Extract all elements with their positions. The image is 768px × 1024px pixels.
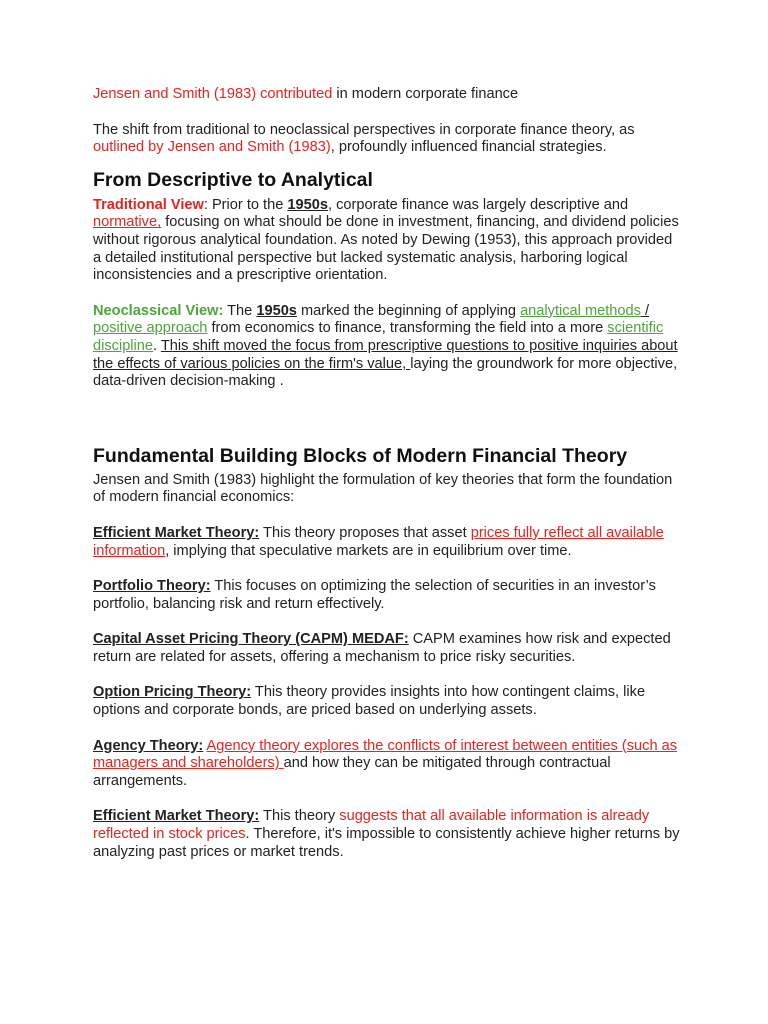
emt1-text-2: , implying that speculative markets are in equilibrium over time. [165,542,572,559]
agency-theory-item [93,738,683,791]
year-1950s: 1950s [287,196,328,213]
capm-text: CAPM examines how risk and expected return are related for assets, offering a mechanism to price risky securities. [93,631,671,665]
shift-text-b: , profoundly influenced financial strategies. [330,139,607,156]
capm-item [93,631,683,666]
neoclassical-text-4: . [153,337,161,354]
portfolio-text: This focuses on optimizing the selection of securities in an investor’s portfolio, balancing risk and return effectively. [93,578,656,612]
section-heading-descriptive: From Descriptive to Analytical [93,168,373,191]
traditional-text-2: , corporate finance was largely descriptive and [327,196,629,213]
shift-paragraph [93,122,683,157]
capm-label: Capital Asset Pricing Theory (CAPM) MEDAF: [93,631,409,648]
neoclassical-text-2: marked the beginning of applying [296,302,521,319]
portfolio-theory-item [93,578,683,613]
neoclassical-text-3: from economics to finance, transforming the field into a more [207,320,608,337]
intro-paragraph [93,86,683,104]
slash-separator: / [640,302,650,319]
emt2-text-2: . Therefore, it's impossible to consistently achieve higher returns by analyzing past prices or market trends. [93,826,680,860]
normative-highlight: normative, [93,214,162,231]
neoclassical-text-5: laying the groundwork for more objective, data-driven decision-making . [93,355,678,390]
traditional-view-label: Traditional View [93,196,204,213]
emt1-text-1: This theory proposes that asset [259,524,471,541]
agency-highlight: Agency theory explores the conflicts of interest between entities (such as managers and shareholders) [93,737,678,772]
agency-theory-label: Agency Theory: [93,737,204,754]
neoclassical-text-1: The [223,302,257,319]
neoclassical-view-paragraph [93,303,683,391]
emt2-highlight: suggests that all available information is already reflected in stock prices [93,808,650,843]
option-pricing-label: Option Pricing Theory: [93,684,252,701]
option-pricing-item [93,684,683,719]
building-blocks-intro: Jensen and Smith (1983) highlight the formulation of key theories that form the foundation of modern financial economics: [93,471,673,506]
neoclassical-view-label: Neoclassical View: [93,302,224,319]
document-page [93,86,683,861]
traditional-text-1: : Prior to the [203,196,288,213]
traditional-text-3: focusing on what should be done in investment, financing, and dividend policies without rigorous analytical foundation. As noted by Dewing (1953), this approach provided a detailed institutional perspective but lacked systematic analysis, harboring logical inconsistencies and a prescriptive orientation. [93,214,679,284]
option-pricing-text: This theory provides insights into how contingent claims, like options and corporate bonds, are priced based on underlying assets. [93,684,646,719]
shift-focus-underlined: This shift moved the focus from prescriptive questions to positive inquiries about the effects of various policies on the firm's value, [93,337,678,372]
efficient-market-theory-item [93,525,683,560]
efficient-market-theory-label: Efficient Market Theory: [93,524,260,541]
efficient-market-theory-item-2 [93,808,683,861]
efficient-market-theory-label-2: Efficient Market Theory: [93,808,260,825]
shift-highlight: outlined by Jensen and Smith (1983) [93,139,331,156]
scientific-discipline-highlight: scientific discipline [93,320,664,354]
portfolio-theory-label: Portfolio Theory: [93,578,211,595]
positive-approach-highlight: positive approach [93,320,208,337]
section-heading-building-blocks: Fundamental Building Blocks of Modern Financial Theory [93,444,628,467]
intro-highlight: Jensen and Smith (1983) contributed [93,86,333,102]
year-1950s-neo: 1950s [256,302,297,319]
agency-text: and how they can be mitigated through contractual arrangements. [93,755,611,789]
emt1-highlight: prices fully reflect all available information [93,524,664,559]
intro-text: in modern corporate finance [332,86,519,102]
emt2-text-1: This theory [259,808,340,825]
traditional-view-paragraph [93,197,683,285]
analytical-methods-highlight: analytical methods [520,302,641,319]
shift-text-a: The shift from traditional to neoclassical perspectives in corporate finance theory, as [93,121,635,138]
